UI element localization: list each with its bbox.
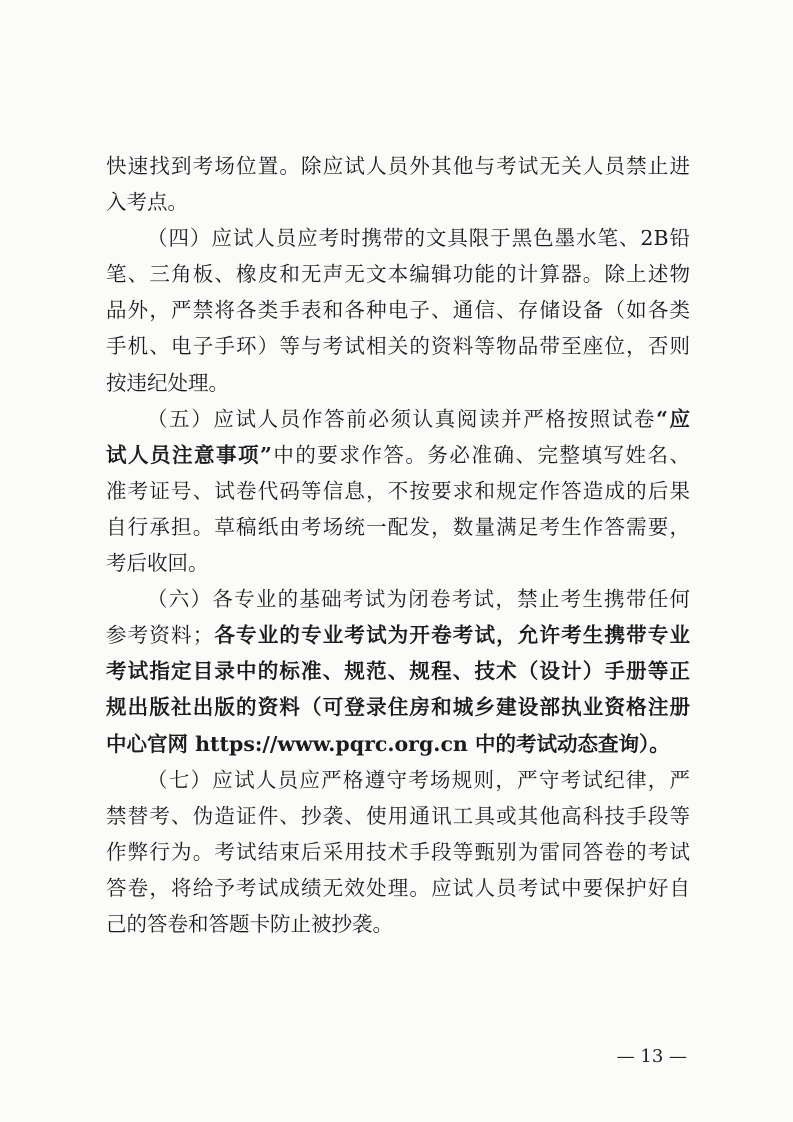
text-run: （五）应试人员作答前必须认真阅读并严格按照试卷 [147, 406, 657, 431]
paragraph-p7 [106, 762, 690, 942]
text-run: （四）应试人员应考时携带的文具限于黑色墨水笔、2B铅 [147, 226, 690, 251]
text-line [106, 617, 690, 653]
text-line [106, 148, 690, 184]
text-run: 快速找到考场位置。除应试人员外其他与考试无关人员禁止进 [106, 154, 690, 178]
text-line [106, 473, 690, 509]
paragraph-p4 [106, 220, 690, 400]
text-line [106, 545, 690, 581]
text-run: 禁替考、伪造证件、抄袭、使用通讯工具或其他高科技手段等 [106, 803, 690, 828]
text-run: 中的要求作答。务必准确、完整填写姓名、 [271, 442, 691, 467]
bold-text: 各专业的专业考试为开卷考试，允许考生携带专业 [213, 623, 691, 648]
text-line [106, 509, 690, 545]
text-run: 准考证号、试卷代码等信息，不按要求和规定作答造成的后果 [106, 478, 690, 503]
text-run: 入考点。 [106, 190, 188, 215]
text-run: 参考资料； [106, 623, 214, 648]
text-line [106, 906, 690, 942]
text-line [106, 220, 690, 256]
text-line [106, 292, 690, 328]
text-line [106, 798, 690, 834]
paragraph-p0 [106, 148, 690, 220]
text-run: 手机、电子手环）等与考试相关的资料等物品带至座位，否则 [106, 334, 690, 359]
text-run: 品外，严禁将各类手表和各种电子、通信、存储设备（如各类 [106, 298, 690, 323]
bold-text: “应 [656, 406, 691, 431]
text-run: 按违纪处理。 [106, 370, 229, 395]
text-line [106, 726, 690, 762]
text-line [106, 870, 690, 906]
paragraph-p5 [106, 401, 690, 581]
text-run: 自行承担。草稿纸由考场统一配发，数量满足考生作答需要， [106, 514, 690, 539]
text-line [106, 762, 690, 798]
text-line [106, 437, 690, 473]
text-line [106, 401, 690, 437]
text-line [106, 328, 690, 364]
text-run: 答卷，将给予考试成绩无效处理。应试人员考试中要保护好自 [106, 875, 690, 900]
text-line [106, 365, 690, 401]
text-line [106, 256, 690, 292]
text-run: 作弊行为。考试结束后采用技术手段等甄别为雷同答卷的考试 [106, 839, 690, 864]
text-line [106, 184, 690, 220]
text-run: 己的答卷和答题卡防止被抄袭。 [106, 911, 393, 936]
text-line [106, 689, 690, 725]
text-run: 笔、三角板、橡皮和无声无文本编辑功能的计算器。除上述物 [106, 262, 690, 287]
paragraph-p6 [106, 581, 690, 761]
text-line [106, 653, 690, 689]
page-body [106, 148, 690, 942]
text-run: （六）各专业的基础考试为闭卷考试，禁止考生携带任何 [147, 587, 690, 612]
bold-text: 考试指定目录中的标准、规范、规程、技术（设计）手册等正 [106, 659, 690, 684]
text-run: （七）应试人员应严格遵守考场规则，严守考试纪律，严 [147, 767, 690, 792]
text-run: 考后收回。 [106, 551, 209, 576]
text-line [106, 581, 690, 617]
bold-text: 试人员注意事项” [106, 442, 272, 467]
page-number: — 13 — [616, 1046, 687, 1067]
text-line [106, 834, 690, 870]
bold-text: 规出版社出版的资料（可登录住房和城乡建设部执业资格注册 [106, 695, 690, 720]
bold-text: 中心官网 https://www.pqrc.org.cn 中的考试动态查询）。 [106, 731, 670, 756]
